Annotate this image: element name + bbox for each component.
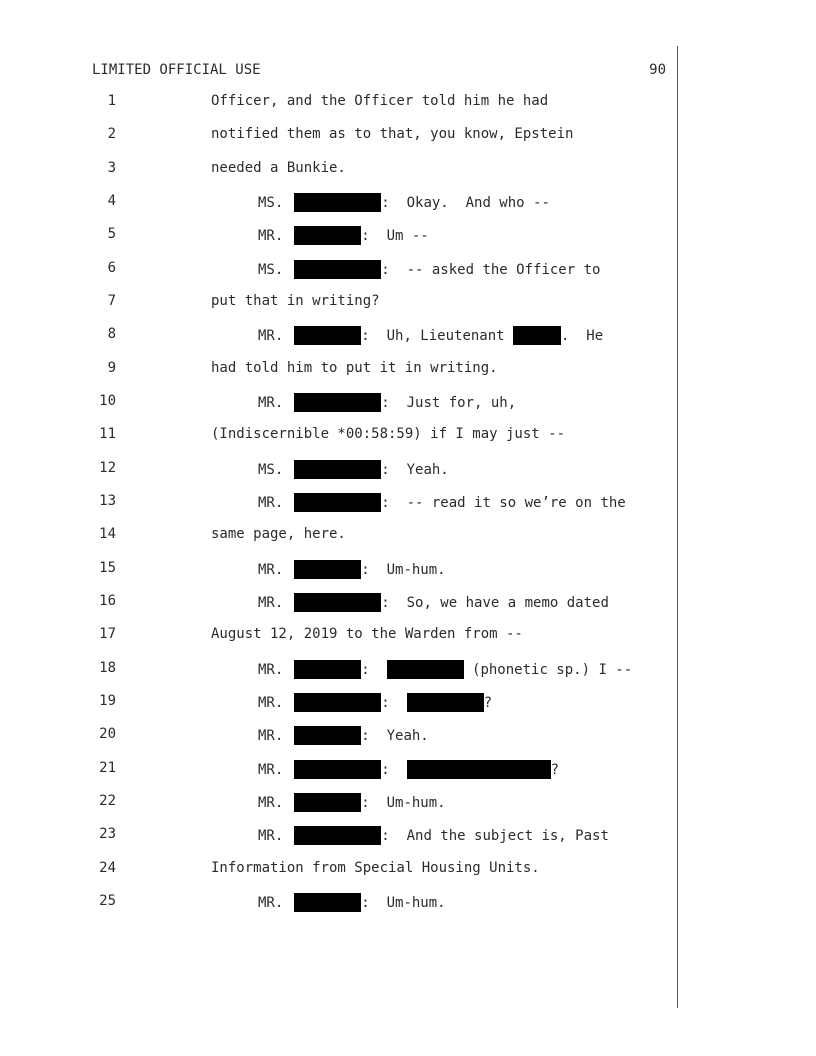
redaction-block — [294, 226, 361, 245]
transcript-line — [0, 426, 677, 446]
redaction-block — [294, 593, 381, 612]
transcript-line — [0, 360, 677, 380]
speaker-title: MR. — [258, 561, 284, 578]
transcript-line — [0, 493, 677, 513]
line-text-part: : Okay. And who -- — [381, 194, 550, 211]
line-number: 1 — [107, 93, 116, 109]
line-text-part: : -- read it so we’re on the — [381, 494, 626, 511]
line-text-part: : — [381, 694, 407, 711]
line-number: 3 — [107, 160, 116, 176]
line-number: 19 — [99, 693, 116, 709]
redaction-block — [407, 693, 484, 712]
transcript-line — [0, 760, 677, 780]
line-text — [258, 893, 446, 912]
redaction-block — [294, 726, 361, 745]
transcript-line — [0, 260, 677, 280]
line-number: 2 — [107, 126, 116, 142]
transcript-line — [0, 326, 677, 346]
line-number: 5 — [107, 226, 116, 242]
speaker-title: MR. — [258, 394, 284, 411]
line-text — [258, 793, 446, 812]
line-text — [258, 226, 429, 245]
transcript-line — [0, 693, 677, 713]
line-text-part: August 12, 2019 to the Warden from -- — [211, 626, 523, 642]
line-text — [258, 326, 603, 345]
transcript-line — [0, 826, 677, 846]
speaker-title: MR. — [258, 827, 284, 844]
line-text — [211, 360, 498, 376]
transcript-line — [0, 560, 677, 580]
line-text — [258, 726, 429, 745]
line-text-part: : Um-hum. — [361, 561, 446, 578]
redaction-block — [294, 493, 381, 512]
speaker-title: MR. — [258, 761, 284, 778]
speaker-title: MR. — [258, 694, 284, 711]
line-number: 21 — [99, 760, 116, 776]
transcript-line — [0, 793, 677, 813]
speaker-title: MR. — [258, 494, 284, 511]
right-margin-rule — [677, 46, 678, 1008]
speaker-title: MS. — [258, 261, 284, 278]
line-text — [258, 560, 446, 579]
line-text-part: : — [361, 661, 387, 678]
transcript-line — [0, 226, 677, 246]
redaction-block — [294, 193, 381, 212]
speaker-title: MR. — [258, 794, 284, 811]
redaction-block — [294, 460, 381, 479]
line-text — [258, 493, 626, 512]
speaker-title: MR. — [258, 727, 284, 744]
page-number: 90 — [649, 62, 666, 78]
line-text — [211, 626, 523, 642]
line-text-part: : And the subject is, Past — [381, 827, 609, 844]
transcript-line — [0, 293, 677, 313]
line-text-part: : Um-hum. — [361, 794, 446, 811]
redaction-block — [294, 326, 361, 345]
line-number: 17 — [99, 626, 116, 642]
line-text — [258, 593, 609, 612]
line-number: 24 — [99, 860, 116, 876]
line-number: 7 — [107, 293, 116, 309]
line-number: 11 — [99, 426, 116, 442]
line-text — [258, 393, 516, 412]
line-number: 23 — [99, 826, 116, 842]
speaker-title: MR. — [258, 894, 284, 911]
redaction-block — [513, 326, 561, 345]
line-text — [211, 293, 380, 309]
transcript-line — [0, 126, 677, 146]
line-text — [211, 526, 346, 542]
line-text — [258, 693, 492, 712]
transcript-line — [0, 626, 677, 646]
line-text-part: : Yeah. — [361, 727, 429, 744]
line-number: 25 — [99, 893, 116, 909]
redaction-block — [407, 760, 551, 779]
line-number: 12 — [99, 460, 116, 476]
line-text-part: : Yeah. — [381, 461, 449, 478]
line-text-part: Information from Special Housing Units. — [211, 860, 540, 876]
line-text-part: : Um -- — [361, 227, 429, 244]
line-text-part: same page, here. — [211, 526, 346, 542]
redaction-block — [294, 826, 381, 845]
speaker-title: MR. — [258, 227, 284, 244]
speaker-title: MR. — [258, 327, 284, 344]
transcript-line — [0, 160, 677, 180]
redaction-block — [294, 260, 381, 279]
line-text-part: Officer, and the Officer told him he had — [211, 93, 549, 109]
transcript-line — [0, 660, 677, 680]
line-number: 10 — [99, 393, 116, 409]
redaction-block — [294, 660, 361, 679]
line-text-part: needed a Bunkie. — [211, 160, 346, 176]
line-text-part: : Just for, uh, — [381, 394, 517, 411]
line-text — [211, 93, 548, 109]
transcript-line — [0, 393, 677, 413]
line-number: 18 — [99, 660, 116, 676]
redaction-block — [294, 393, 381, 412]
line-text — [258, 460, 449, 479]
line-text-part: : -- asked the Officer to — [381, 261, 601, 278]
line-number: 16 — [99, 593, 116, 609]
speaker-title: MS. — [258, 461, 284, 478]
line-text-part: . He — [561, 327, 604, 344]
line-text-part: : — [381, 761, 407, 778]
transcript-line — [0, 593, 677, 613]
line-number: 13 — [99, 493, 116, 509]
speaker-title: MR. — [258, 661, 284, 678]
line-text-part: (phonetic sp.) I -- — [463, 661, 633, 678]
line-number: 20 — [99, 726, 116, 742]
line-text-part: ? — [483, 694, 493, 711]
classification-header: LIMITED OFFICIAL USE — [92, 62, 261, 78]
transcript-line — [0, 893, 677, 913]
line-text-part: notified them as to that, you know, Epstein — [211, 126, 574, 142]
redaction-block — [294, 893, 361, 912]
line-text — [258, 193, 550, 212]
redaction-block — [294, 760, 381, 779]
line-text-part: : Um-hum. — [361, 894, 446, 911]
transcript-line — [0, 726, 677, 746]
line-number: 14 — [99, 526, 116, 542]
speaker-title: MR. — [258, 594, 284, 611]
line-text-part: : So, we have a memo dated — [381, 594, 609, 611]
redaction-block — [294, 560, 361, 579]
line-text-part: had told him to put it in writing. — [211, 360, 498, 376]
line-text — [211, 126, 573, 142]
redaction-block — [294, 793, 361, 812]
transcript-line — [0, 193, 677, 213]
line-text — [258, 826, 609, 845]
line-text — [258, 660, 632, 679]
line-text-part: : Uh, Lieutenant — [361, 327, 514, 344]
transcript-line — [0, 93, 677, 113]
line-text — [211, 160, 346, 176]
redaction-block — [294, 693, 381, 712]
line-number: 9 — [107, 360, 116, 376]
line-number: 8 — [107, 326, 116, 342]
line-number: 4 — [107, 193, 116, 209]
line-text — [258, 760, 559, 779]
line-text — [258, 260, 600, 279]
transcript-line — [0, 526, 677, 546]
line-text — [211, 860, 540, 876]
line-number: 15 — [99, 560, 116, 576]
transcript-line — [0, 460, 677, 480]
line-number: 22 — [99, 793, 116, 809]
line-text-part: ? — [550, 761, 560, 778]
speaker-title: MS. — [258, 194, 284, 211]
redaction-block — [387, 660, 464, 679]
line-text — [211, 426, 565, 442]
line-number: 6 — [107, 260, 116, 276]
line-text-part: (Indiscernible *00:58:59) if I may just -- — [211, 426, 566, 442]
line-text-part: put that in writing? — [211, 293, 380, 309]
transcript-line — [0, 860, 677, 880]
